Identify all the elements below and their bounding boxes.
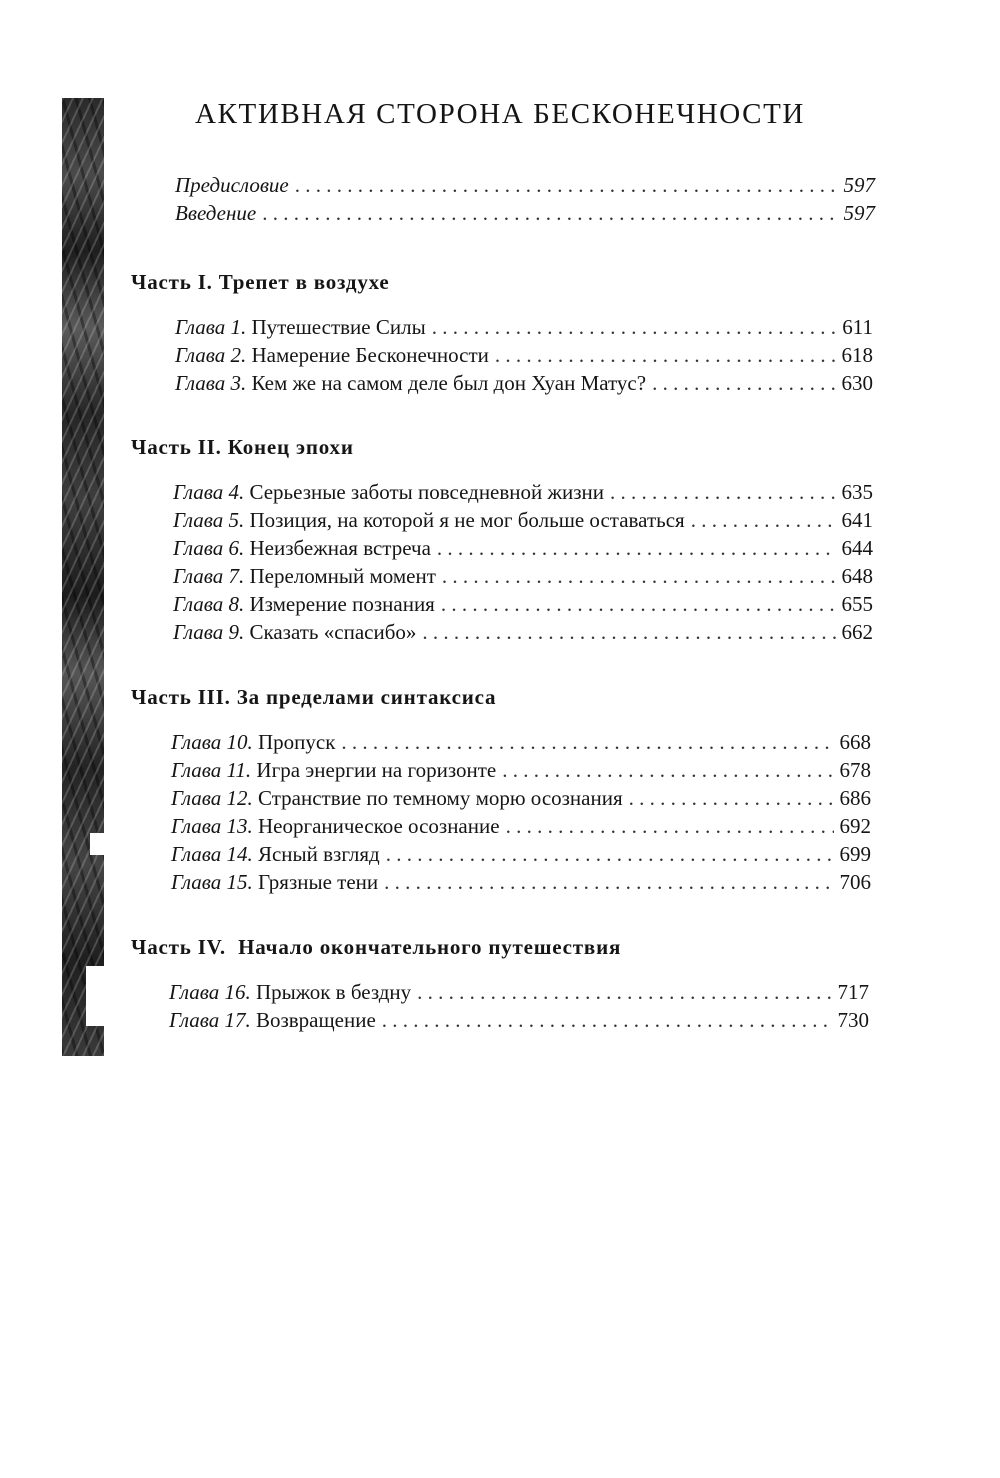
dot-leader [495,343,836,368]
dot-leader [384,870,833,895]
chapter-number: 1. [230,315,247,339]
chapter-prefix: Глава [175,371,226,395]
chapter-prefix: Глава [171,786,222,810]
dot-leader [652,371,835,396]
chapter-prefix: Глава [173,592,224,616]
chapter-title: Странствие по темному морю осознания [257,786,623,810]
chapter-prefix: Глава [175,315,226,339]
chapter-title: Путешествие Силы [251,315,426,339]
dot-leader [437,536,836,561]
book-title: АКТИВНАЯ СТОРОНА БЕСКОНЕЧНОСТИ [195,98,805,130]
chapter-page: 706 [839,870,871,894]
toc-chapter-entry[interactable] [175,371,873,396]
chapter-prefix: Глава [173,536,224,560]
chapter-page: 648 [841,564,873,588]
chapter-prefix: Глава [175,343,226,367]
dot-leader [442,564,836,589]
chapter-title: Неизбежная встреча [249,536,431,560]
chapter-title: Намерение Бесконечности [251,343,489,367]
chapter-prefix: Глава [173,564,224,588]
chapter-prefix: Глава [173,620,224,644]
chapter-title: Кем же на самом деле был дон Хуан Матус? [251,371,647,395]
chapter-page: 655 [841,592,873,616]
dot-leader [502,758,833,783]
chapter-prefix: Глава [169,980,220,1004]
toc-chapter-entry[interactable] [173,620,873,645]
toc-chapter-entry[interactable] [171,730,871,755]
chapter-number: 6. [228,536,245,560]
toc-chapter-entry[interactable] [171,758,871,783]
chapter-page: 668 [839,730,871,754]
strip-notch [86,966,104,1026]
chapter-title: Прыжок в бездну [255,980,412,1004]
chapter-number: 12. [226,786,253,810]
chapter-number: 8. [228,592,245,616]
chapter-prefix: Глава [173,480,224,504]
entry-title: Введение [175,201,257,225]
chapter-number: 5. [228,508,245,532]
chapter-title: Серьезные заботы повседневной жизни [249,480,605,504]
chapter-number: 4. [228,480,245,504]
dot-leader [341,730,833,755]
chapter-page: 678 [839,758,871,782]
dot-leader [441,592,836,617]
chapter-number: 16. [224,980,251,1004]
chapter-prefix: Глава [171,814,222,838]
strip-notch [90,833,104,855]
chapter-number: 17. [224,1008,251,1032]
chapter-page: 730 [837,1008,869,1032]
part-heading: Часть II. Конец эпохи [131,435,354,459]
toc-chapter-entry[interactable] [175,343,873,368]
chapter-page: 662 [841,620,873,644]
cover-art-strip [62,98,104,1056]
chapter-number: 11. [226,758,252,782]
dot-leader [422,620,835,645]
dot-leader [432,315,837,340]
part-heading: Часть IV. Начало окончательного путешествия [131,935,622,959]
chapter-prefix: Глава [171,730,222,754]
dot-leader [691,508,836,533]
toc-chapter-entry[interactable] [171,870,871,895]
dot-leader [629,786,834,811]
chapter-title: Сказать «спасибо» [249,620,417,644]
chapter-number: 10. [226,730,253,754]
chapter-title: Пропуск [257,730,336,754]
chapter-page: 618 [841,343,873,367]
chapter-prefix: Глава [173,508,224,532]
chapter-title: Переломный момент [249,564,436,588]
chapter-title: Игра энергии на горизонте [256,758,497,782]
part-heading: Часть I. Трепет в воздухе [131,270,390,294]
dot-leader [262,201,837,226]
toc-chapter-entry[interactable] [169,1008,869,1033]
toc-chapter-entry[interactable] [171,814,871,839]
toc-chapter-entry[interactable] [173,480,873,505]
chapter-title: Позиция, на которой я не мог больше оставаться [249,508,685,532]
chapter-prefix: Глава [171,842,222,866]
chapter-prefix: Глава [169,1008,220,1032]
toc-chapter-entry[interactable] [175,315,873,340]
chapter-page: 641 [841,508,873,532]
dot-leader [295,173,838,198]
dot-leader [386,842,834,867]
chapter-prefix: Глава [171,758,222,782]
dot-leader [506,814,834,839]
chapter-number: 14. [226,842,253,866]
toc-chapter-entry[interactable] [173,536,873,561]
chapter-prefix: Глава [171,870,222,894]
toc-chapter-entry[interactable] [173,592,873,617]
toc-front-matter-intro[interactable] [175,201,875,226]
toc-chapter-entry[interactable] [173,508,873,533]
chapter-page: 699 [839,842,871,866]
chapter-title: Ясный взгляд [257,842,380,866]
chapter-number: 13. [226,814,253,838]
chapter-number: 7. [228,564,245,588]
chapter-title: Возвращение [255,1008,376,1032]
toc-front-matter-preface[interactable] [175,173,875,198]
chapter-title: Грязные тени [257,870,379,894]
entry-page: 597 [843,201,875,225]
chapter-page: 717 [837,980,869,1004]
toc-chapter-entry[interactable] [169,980,869,1005]
chapter-title: Неорганическое осознание [257,814,500,838]
chapter-page: 635 [841,480,873,504]
chapter-number: 15. [226,870,253,894]
toc-chapter-entry[interactable] [171,786,871,811]
part-heading: Часть III. За пределами синтаксиса [131,685,497,709]
entry-page: 597 [843,173,875,197]
entry-title: Предисловие [175,173,289,197]
chapter-page: 692 [839,814,871,838]
dot-leader [610,480,835,505]
chapter-page: 686 [839,786,871,810]
toc-chapter-entry[interactable] [173,564,873,589]
chapter-page: 630 [841,371,873,395]
chapter-number: 9. [228,620,245,644]
chapter-number: 3. [230,371,247,395]
dot-leader [382,1008,832,1033]
chapter-page: 644 [841,536,873,560]
chapter-page: 611 [842,315,873,339]
chapter-title: Измерение познания [249,592,435,616]
chapter-number: 2. [230,343,247,367]
toc-chapter-entry[interactable] [171,842,871,867]
dot-leader [417,980,831,1005]
